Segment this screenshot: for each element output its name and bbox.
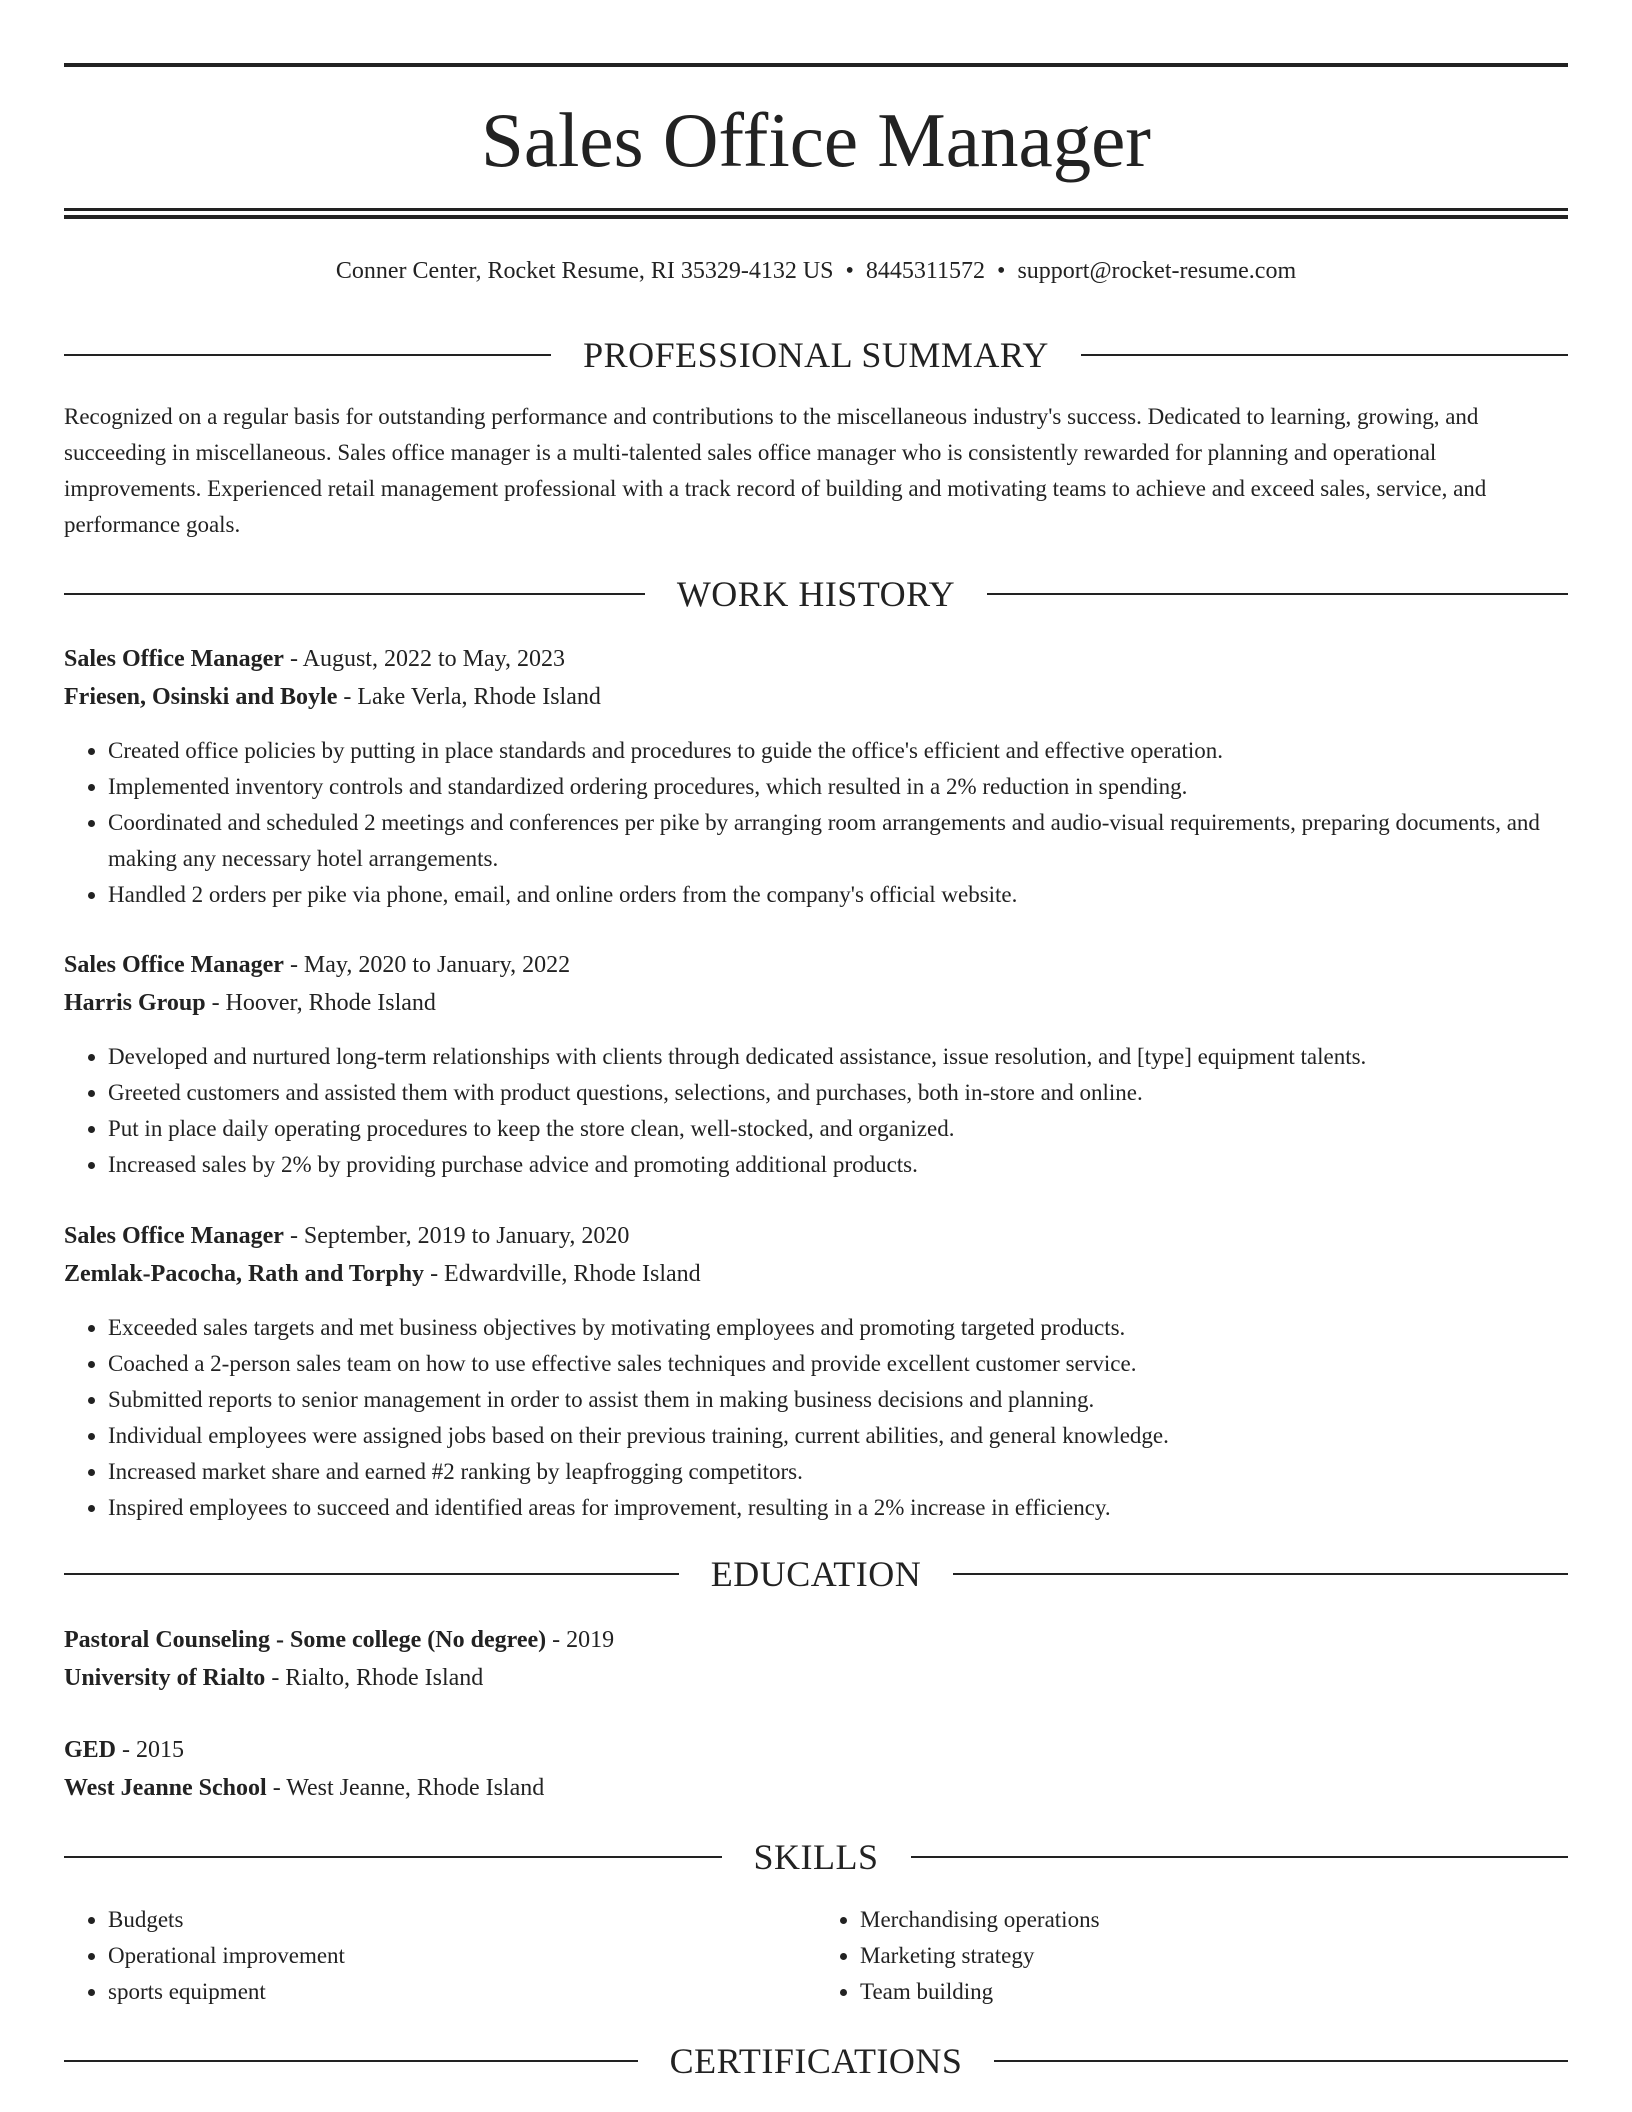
job-entry: [64, 640, 1568, 716]
section-title: EDUCATION: [710, 1554, 922, 1594]
heading-rule: [911, 1856, 1569, 1858]
heading-rule: [953, 1573, 1568, 1575]
heading-rule: [64, 354, 551, 356]
job-bullet: • Coordinated and scheduled 2 meetings and conferences per pike by arranging room arrangements and audio-visual requirements, preparing documents, and making any necessary hotel arrangements.: [108, 805, 1568, 877]
job-dates: - August, 2022 to May, 2023: [283, 646, 566, 672]
job-bullet: • Inspired employees to succeed and identified areas for improvement, resulting in a 2% increase in efficiency.: [108, 1490, 1568, 1526]
resume-name: Sales Office Manager: [481, 97, 1151, 183]
job-company: Friesen, Osinski and Boyle: [64, 684, 338, 710]
education-year: - 2015: [116, 1737, 185, 1763]
job-bullet: • Developed and nurtured long-term relationships with clients through dedicated assistance, issue resolution, and [type] equipment talents.: [108, 1039, 1568, 1075]
education-degree: GED: [64, 1737, 117, 1763]
job-bullets: [64, 1039, 1568, 1183]
double-rule-upper: [64, 208, 1568, 211]
skill-item: • Team building: [860, 1974, 1568, 2010]
job-title: Sales Office Manager: [64, 952, 284, 978]
section-title: CERTIFICATIONS: [669, 2041, 963, 2081]
heading-rule: [987, 593, 1568, 595]
section-title: PROFESSIONAL SUMMARY: [583, 335, 1049, 375]
job-bullet: • Increased sales by 2% by providing purchase advice and promoting additional products.: [108, 1147, 1568, 1183]
section-heading-summary: [64, 333, 1568, 377]
education-school: University of Rialto: [64, 1665, 266, 1691]
job-bullet: • Implemented inventory controls and standardized ordering procedures, which resulted in a 2% reduction in spending.: [108, 769, 1568, 805]
double-rule-lower: [64, 215, 1568, 219]
job-bullet: • Greeted customers and assisted them with product questions, selections, and purchases, both in-store and online.: [108, 1075, 1568, 1111]
contact-separator: •: [997, 258, 1006, 284]
job-company: Harris Group: [64, 990, 206, 1016]
heading-rule: [64, 593, 645, 595]
contact-address: Conner Center, Rocket Resume, RI 35329-4132 US: [335, 258, 834, 284]
summary-text: Recognized on a regular basis for outstanding performance and contributions to the miscellaneous industry's success. Dedicated to learning, growing, and succeeding in miscellaneous. Sales office manager is a multi-talented sales office manager who is consistently rewarded for planning and operational improvements. Experienced retail management professional with a track record of building and motivating teams to achieve and exceed sales, service, and performance goals.: [64, 404, 1487, 537]
job-bullet: • Handled 2 orders per pike via phone, email, and online orders from the company's official website.: [108, 877, 1568, 913]
heading-rule: [1081, 354, 1568, 356]
skill-item: • sports equipment: [108, 1974, 816, 2010]
job-bullets: [64, 733, 1568, 913]
education-degree: Pastoral Counseling - Some college (No degree): [64, 1627, 547, 1653]
job-bullet: • Submitted reports to senior management in order to assist them in making business decisions and planning.: [108, 1382, 1568, 1418]
education-entry: [64, 1731, 1568, 1807]
job-title: Sales Office Manager: [64, 1223, 284, 1249]
section-title: SKILLS: [753, 1837, 879, 1877]
job-entry: [64, 946, 1568, 1022]
contact-phone: 8445311572: [865, 258, 986, 284]
job-dates: - September, 2019 to January, 2020: [283, 1223, 630, 1249]
education-school: West Jeanne School: [64, 1775, 267, 1801]
job-location: - Hoover, Rhode Island: [205, 990, 436, 1016]
job-location: - Lake Verla, Rhode Island: [337, 684, 601, 710]
job-bullets: [64, 1310, 1568, 1526]
top-rule: [64, 63, 1568, 67]
job-location: - Edwardville, Rhode Island: [424, 1261, 701, 1287]
education-location: - West Jeanne, Rhode Island: [266, 1775, 545, 1801]
skill-item: • Merchandising operations: [860, 1902, 1568, 1938]
section-heading-skills: [64, 1835, 1568, 1879]
section-heading-work: [64, 572, 1568, 616]
skill-item: • Marketing strategy: [860, 1938, 1568, 1974]
job-company: Zemlak-Pacocha, Rath and Torphy: [64, 1261, 425, 1287]
education-location: - Rialto, Rhode Island: [265, 1665, 484, 1691]
heading-rule: [64, 2060, 638, 2062]
section-heading-certifications: [64, 2039, 1568, 2083]
heading-rule: [64, 1573, 679, 1575]
education-entry: [64, 1621, 1568, 1697]
job-bullet: • Coached a 2-person sales team on how to use effective sales techniques and provide excellent customer service.: [108, 1346, 1568, 1382]
skills-grid: [64, 1902, 1568, 2010]
job-dates: - May, 2020 to January, 2022: [283, 952, 571, 978]
contact-line: [64, 254, 1568, 288]
job-bullet: • Increased market share and earned #2 ranking by leapfrogging competitors.: [108, 1454, 1568, 1490]
section-title: WORK HISTORY: [676, 574, 956, 614]
heading-rule: [64, 1856, 722, 1858]
skill-item: • Operational improvement: [108, 1938, 816, 1974]
job-title: Sales Office Manager: [64, 646, 284, 672]
job-entry: [64, 1217, 1568, 1293]
contact-email: support@rocket-resume.com: [1017, 258, 1297, 284]
section-heading-education: [64, 1552, 1568, 1596]
skills-column-right: [816, 1902, 1568, 2010]
job-bullet: • Exceeded sales targets and met business objectives by motivating employees and promoting targeted products.: [108, 1310, 1568, 1346]
education-year: - 2019: [546, 1627, 615, 1653]
job-bullet: • Put in place daily operating procedures to keep the store clean, well-stocked, and organized.: [108, 1111, 1568, 1147]
job-bullet: • Created office policies by putting in place standards and procedures to guide the office's efficient and effective operation.: [108, 733, 1568, 769]
contact-separator: •: [845, 258, 854, 284]
job-bullet: • Individual employees were assigned jobs based on their previous training, current abilities, and general knowledge.: [108, 1418, 1568, 1454]
skill-item: • Budgets: [108, 1902, 816, 1938]
heading-rule: [994, 2060, 1568, 2062]
skills-column-left: [64, 1902, 816, 2010]
